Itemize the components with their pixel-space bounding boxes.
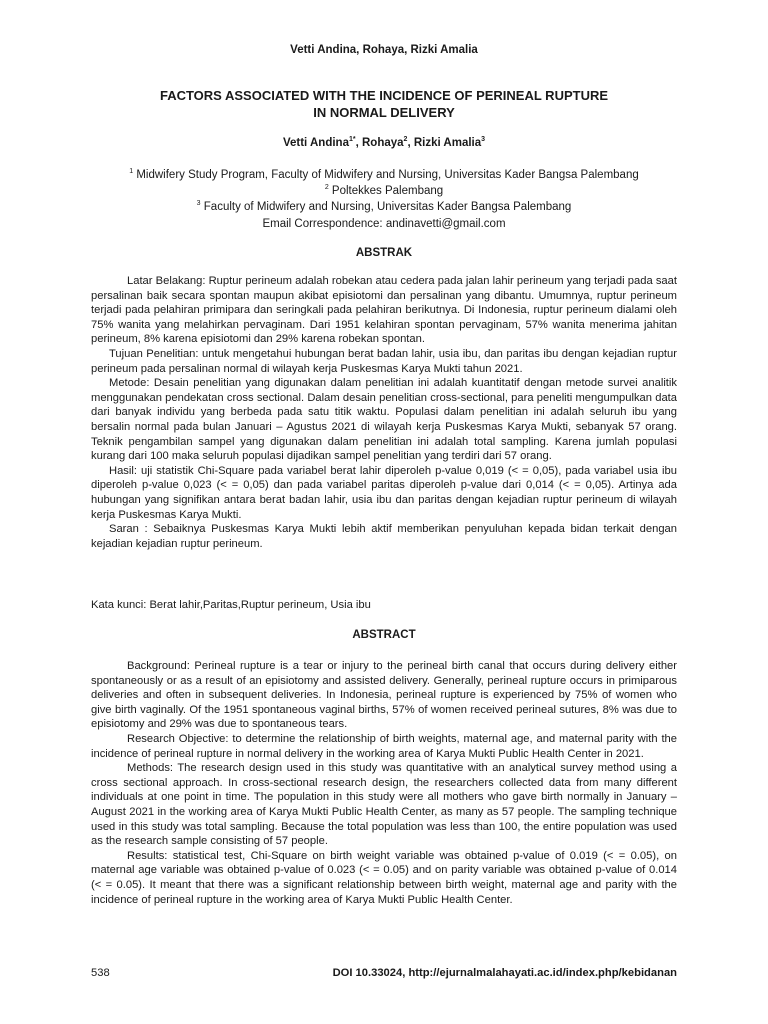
title-line-2: IN NORMAL DELIVERY [313, 105, 455, 120]
author-2: , Rohaya [355, 137, 404, 149]
abstrak-body [91, 274, 677, 551]
affiliations [0, 167, 768, 232]
abstrak-objective: Tujuan Penelitian: untuk mengetahui hubungan berat badan lahir, usia ibu, dan paritas ibu dengan kejadian ruptur perineum pada persalinan normal di wilayah kerja Puskesmas Karya Mukti tahun 2021. [91, 347, 677, 375]
author-list [0, 137, 768, 149]
affiliation-1: $^1$ Midwifery Study Program, Faculty of Midwifery and Nursing, Universitas Kader Bangsa Palembang [129, 168, 639, 181]
abstract-body [91, 659, 677, 907]
author-3-sup: 3 [481, 136, 486, 144]
abstract-background: Background: Perineal rupture is a tear or injury to the perineal birth canal that occurs during delivery either spontaneously or as a result of an episiotomy and assisted delivery. Generally, perineal rupture occurs in primiparous deliveries and often in subsequent deliveries. In Indonesia, perineal rupture is experienced by 75% of women who give birth vaginally. Of the 1951 spontaneous vaginal births, 57% of women received perineal sutures, 8% was due to episiotomy and 29% was due to spontaneous tears. [91, 660, 677, 731]
abstrak-results: Hasil: uji statistik Chi-Square pada variabel berat lahir diperoleh p-value 0,019 (< = 0,05), pada variabel usia ibu diperoleh p-value 0,023 (< = 0,05) dan pada variabel paritas diperoleh p-value dari 0,014 (< = 0,05). Artinya ada hubungan yang signifikan antara berat badan lahir, usia ibu dan paritas dengan kejadian ruptur perineum di wilayah kerja Puskesmas Karya Mukti. [91, 464, 677, 521]
abstract-objective: Research Objective: to determine the relationship of birth weights, maternal age, and maternal parity with the incidence of perineal rupture in normal delivery in the working area of Karya Mukti Public Health Center in 2021. [91, 732, 677, 760]
abstrak-heading: ABSTRAK [355, 247, 413, 259]
abstract-heading: ABSTRACT [352, 629, 416, 641]
abstract-results: Results: statistical test, Chi-Square on birth weight variable was obtained p-value of 0.019 (< = 0.05), on maternal age variable was obtained p-value of 0.023 (< = 0.05) and on parity variable was obtained p-value of 0.014 (< = 0.05). It meant that there was a significant relationship between birth weight, maternal age and parity with the incidence of perineal rupture in the working area of Karya Mukti Public Health Center. [91, 849, 677, 906]
abstract-methods: Methods: The research design used in this study was quantitative with an analytical survey method using a cross sectional approach. In cross-sectional research design, the researchers collected data from many different individuals at one point in time. The population in this study were all mothers who gave birth normally in January – August 2021 in the working area of Karya Mukti Public Health Center, as many as 57 people. The sampling technique used in this study was total sampling. Because the total population was less than 100, the entire population was used as the research sample consisting of 57 people. [91, 762, 677, 848]
page-number: 538 [91, 967, 110, 979]
author-1: Vetti Andina [282, 137, 349, 149]
doi-link[interactable]: DOI 10.33024, http://ejurnalmalahayati.ac.id/index.php/kebidanan [332, 967, 677, 979]
correspondence-email: Email Correspondence: andinavetti@gmail.com [262, 217, 506, 230]
author-2-sup: 2 [403, 136, 408, 144]
running-header: Vetti Andina, Rohaya, Rizki Amalia [290, 44, 478, 56]
title-line-1: FACTORS ASSOCIATED WITH THE INCIDENCE OF PERINEAL RUPTURE [159, 88, 609, 103]
author-1-sup: 1* [348, 136, 356, 144]
author-3: , Rizki Amalia [407, 137, 482, 149]
abstrak-background: Latar Belakang: Ruptur perineum adalah robekan atau cedera pada jalan lahir perineum yang terjadi pada saat persalinan baik secara spontan maupun akibat episiotomi dan persalinan yang dibantu. Umumnya, ruptur perineum terjadi pada pelahiran primipara dan seringkali pada pelahiran berikutnya. Di Indonesia, ruptur perineum dialami oleh 75% wanita yang melahirkan pervaginam. Dari 1951 kelahiran spontan pervaginam, 57% wanita menerima jahitan perineum, 8% karena episiotomi dan 29% karena robekan spontan. [91, 275, 677, 346]
abstrak-suggestion: Saran : Sebaiknya Puskesmas Karya Mukti lebih aktif memberikan penyuluhan kepada bidan terkait dengan kejadian kejadian ruptur perineum. [91, 523, 677, 550]
affiliation-3: $^3$ Faculty of Midwifery and Nursing, Universitas Kader Bangsa Palembang [196, 200, 572, 214]
abstrak-methods: Metode: Desain penelitian yang digunakan dalam penelitian ini adalah kuantitatif dengan metode survei analitik menggunakan pendekatan cross sectional. Dalam desain penelitian cross-sectional, para peneliti mengumpulkan data dari banyak individu yang berbeda pada satu titik waktu. Populasi dalam penelitian ini adalah seluruh ibu yang bersalin normal pada bulan Januari – Agustus 2021 di wilayah kerja Puskesmas Karya Mukti, sebanyak 57 orang. Teknik pengambilan sampel yang digunakan dalam penelitian ini adalah total sampling. Karena jumlah populasi kurang dari 100 maka seluruh populasi dijadikan sampel penelitian yang terdiri dari 57 orang. [91, 377, 677, 463]
affiliation-2: $^2$ Poltekkes Palembang [324, 184, 444, 198]
paper-title [0, 87, 768, 121]
keywords: Kata kunci: Berat lahir,Paritas,Ruptur perineum, Usia ibu [91, 599, 371, 611]
